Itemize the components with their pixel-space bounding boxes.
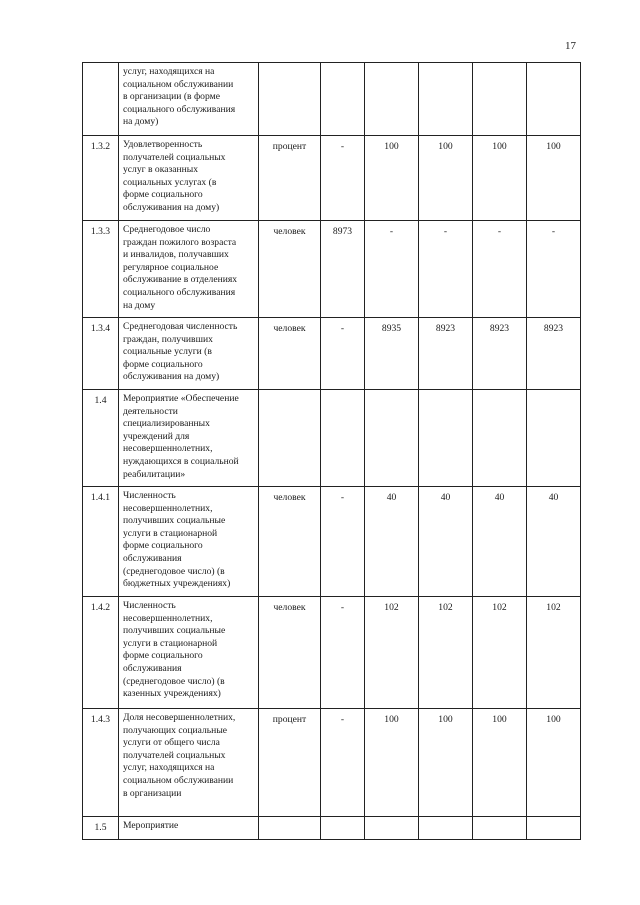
value-cell-v3: 8923 xyxy=(419,318,473,390)
value-cell-v4: - xyxy=(473,221,527,318)
description-line: получивших социальные xyxy=(123,515,226,527)
description-line: форме социального xyxy=(123,358,203,370)
value-cell-v3: - xyxy=(419,221,473,318)
indicators-table xyxy=(82,62,581,840)
description-line: услуги в стационарной xyxy=(123,637,218,649)
row-number-cell: 1.4.3 xyxy=(83,709,119,817)
description-line: Мероприятие «Обеспечение xyxy=(123,393,239,404)
value-cell-v4: 40 xyxy=(473,487,527,597)
description-line: услуги в стационарной xyxy=(123,527,218,539)
value-cell-v5: - xyxy=(527,221,581,318)
table-body xyxy=(83,63,581,840)
unit-cell xyxy=(259,63,321,136)
value-cell-v2 xyxy=(365,817,419,840)
description-line: несовершеннолетних, xyxy=(123,443,213,455)
description-line: форме социального xyxy=(123,650,203,662)
description-line: учреждений для xyxy=(123,430,190,442)
value-cell-v5: 100 xyxy=(527,136,581,221)
description-cell xyxy=(119,318,259,390)
description-line: получателей социальных xyxy=(123,749,226,761)
description-cell xyxy=(119,597,259,709)
value-cell-v3: 40 xyxy=(419,487,473,597)
description-line: получающих социальные xyxy=(123,724,228,736)
description-line: несовершеннолетних, xyxy=(123,502,213,514)
value-cell-v5: 100 xyxy=(527,709,581,817)
description-line: форме социального xyxy=(123,189,203,201)
table-row xyxy=(83,597,581,709)
value-cell-v1: - xyxy=(321,597,365,709)
value-cell-v5 xyxy=(527,817,581,840)
description-line: Мероприятие xyxy=(123,820,179,831)
unit-cell xyxy=(259,817,321,840)
value-cell-v3 xyxy=(419,63,473,136)
unit-cell: человек xyxy=(259,318,321,390)
unit-cell: процент xyxy=(259,136,321,221)
value-cell-v1: - xyxy=(321,318,365,390)
description-line: обслуживания на дому) xyxy=(123,371,220,383)
description-line: услуг в оказанных xyxy=(123,164,199,176)
description-line: обслуживание в отделениях xyxy=(123,274,238,286)
value-cell-v4: 102 xyxy=(473,597,527,709)
value-cell-v3: 100 xyxy=(419,709,473,817)
description-line: Доля несовершеннолетних, xyxy=(123,712,236,723)
table-row xyxy=(83,221,581,318)
description-line: социальные услуги (в xyxy=(123,346,212,358)
description-cell xyxy=(119,817,259,840)
value-cell-v2: 40 xyxy=(365,487,419,597)
description-line: обслуживания xyxy=(123,662,182,674)
description-line: Удовлетворенность xyxy=(123,139,203,150)
description-line: (среднегодовое число) (в xyxy=(123,565,225,577)
table-row xyxy=(83,136,581,221)
row-number-cell: 1.4 xyxy=(83,390,119,487)
unit-cell: процент xyxy=(259,709,321,817)
value-cell-v4 xyxy=(473,63,527,136)
row-number-cell: 1.3.3 xyxy=(83,221,119,318)
description-line: социальном обслуживании xyxy=(123,78,234,90)
description-cell xyxy=(119,136,259,221)
description-line: специализированных xyxy=(123,418,210,430)
table-row xyxy=(83,390,581,487)
description-line: реабилитации» xyxy=(123,468,186,480)
value-cell-v2: 8935 xyxy=(365,318,419,390)
description-line: услуги от общего числа xyxy=(123,737,220,749)
description-cell xyxy=(119,221,259,318)
table-row xyxy=(83,487,581,597)
value-cell-v5 xyxy=(527,390,581,487)
value-cell-v1: 8973 xyxy=(321,221,365,318)
description-line: регулярное социальное xyxy=(123,261,219,273)
description-line: услуг, находящихся на xyxy=(123,66,215,77)
description-line: услуг, находящихся на xyxy=(123,762,215,774)
value-cell-v1 xyxy=(321,63,365,136)
value-cell-v5: 102 xyxy=(527,597,581,709)
description-cell xyxy=(119,63,259,136)
description-line: (среднегодовое число) (в xyxy=(123,675,225,687)
unit-cell: человек xyxy=(259,487,321,597)
value-cell-v5: 40 xyxy=(527,487,581,597)
description-line: Численность xyxy=(123,600,176,611)
value-cell-v4: 8923 xyxy=(473,318,527,390)
value-cell-v3 xyxy=(419,817,473,840)
value-cell-v5 xyxy=(527,63,581,136)
description-line: бюджетных учреждениях) xyxy=(123,578,231,590)
table-row xyxy=(83,63,581,136)
unit-cell: человек xyxy=(259,221,321,318)
description-line: Среднегодовая численность xyxy=(123,321,238,332)
description-line: граждан пожилого возраста xyxy=(123,236,237,248)
row-number-cell: 1.3.4 xyxy=(83,318,119,390)
description-line: Среднегодовое число xyxy=(123,224,211,235)
row-number-cell: 1.4.1 xyxy=(83,487,119,597)
description-line: социального обслуживания xyxy=(123,103,236,115)
description-cell xyxy=(119,390,259,487)
description-line: в организации (в форме xyxy=(123,91,220,103)
description-line: обслуживания на дому) xyxy=(123,201,220,213)
description-line: форме социального xyxy=(123,540,203,552)
description-line: на дому xyxy=(123,299,156,311)
description-line: граждан, получивших xyxy=(123,333,213,345)
table-row xyxy=(83,709,581,817)
value-cell-v4 xyxy=(473,390,527,487)
description-cell xyxy=(119,487,259,597)
value-cell-v3 xyxy=(419,390,473,487)
value-cell-v2 xyxy=(365,63,419,136)
unit-cell xyxy=(259,390,321,487)
value-cell-v2: - xyxy=(365,221,419,318)
value-cell-v1 xyxy=(321,390,365,487)
table-row xyxy=(83,318,581,390)
row-number-cell xyxy=(83,63,119,136)
table-row xyxy=(83,817,581,840)
value-cell-v1: - xyxy=(321,487,365,597)
value-cell-v5: 8923 xyxy=(527,318,581,390)
description-line: обслуживания xyxy=(123,552,182,564)
description-line: получателей социальных xyxy=(123,151,226,163)
description-line: социальном обслуживании xyxy=(123,774,234,786)
value-cell-v4: 100 xyxy=(473,136,527,221)
value-cell-v3: 102 xyxy=(419,597,473,709)
description-line: социальных услугах (в xyxy=(123,176,217,188)
description-line: социального обслуживания xyxy=(123,286,236,298)
value-cell-v1: - xyxy=(321,709,365,817)
description-line: на дому) xyxy=(123,116,159,128)
description-line: несовершеннолетних, xyxy=(123,612,213,624)
value-cell-v2: 102 xyxy=(365,597,419,709)
row-number-cell: 1.5 xyxy=(83,817,119,840)
row-number-cell: 1.4.2 xyxy=(83,597,119,709)
description-line: деятельности xyxy=(123,405,178,417)
value-cell-v4 xyxy=(473,817,527,840)
description-line: получивших социальные xyxy=(123,625,226,637)
description-line: и инвалидов, получавших xyxy=(123,249,229,261)
value-cell-v1: - xyxy=(321,136,365,221)
description-line: в организации xyxy=(123,787,182,799)
page-number: 17 xyxy=(565,40,576,52)
unit-cell: человек xyxy=(259,597,321,709)
value-cell-v2: 100 xyxy=(365,136,419,221)
description-cell xyxy=(119,709,259,817)
value-cell-v2: 100 xyxy=(365,709,419,817)
value-cell-v4: 100 xyxy=(473,709,527,817)
value-cell-v3: 100 xyxy=(419,136,473,221)
description-line: Численность xyxy=(123,490,176,501)
description-line: казенных учреждениях) xyxy=(123,688,221,700)
value-cell-v1 xyxy=(321,817,365,840)
description-line: нуждающихся в социальной xyxy=(123,455,239,467)
value-cell-v2 xyxy=(365,390,419,487)
row-number-cell: 1.3.2 xyxy=(83,136,119,221)
